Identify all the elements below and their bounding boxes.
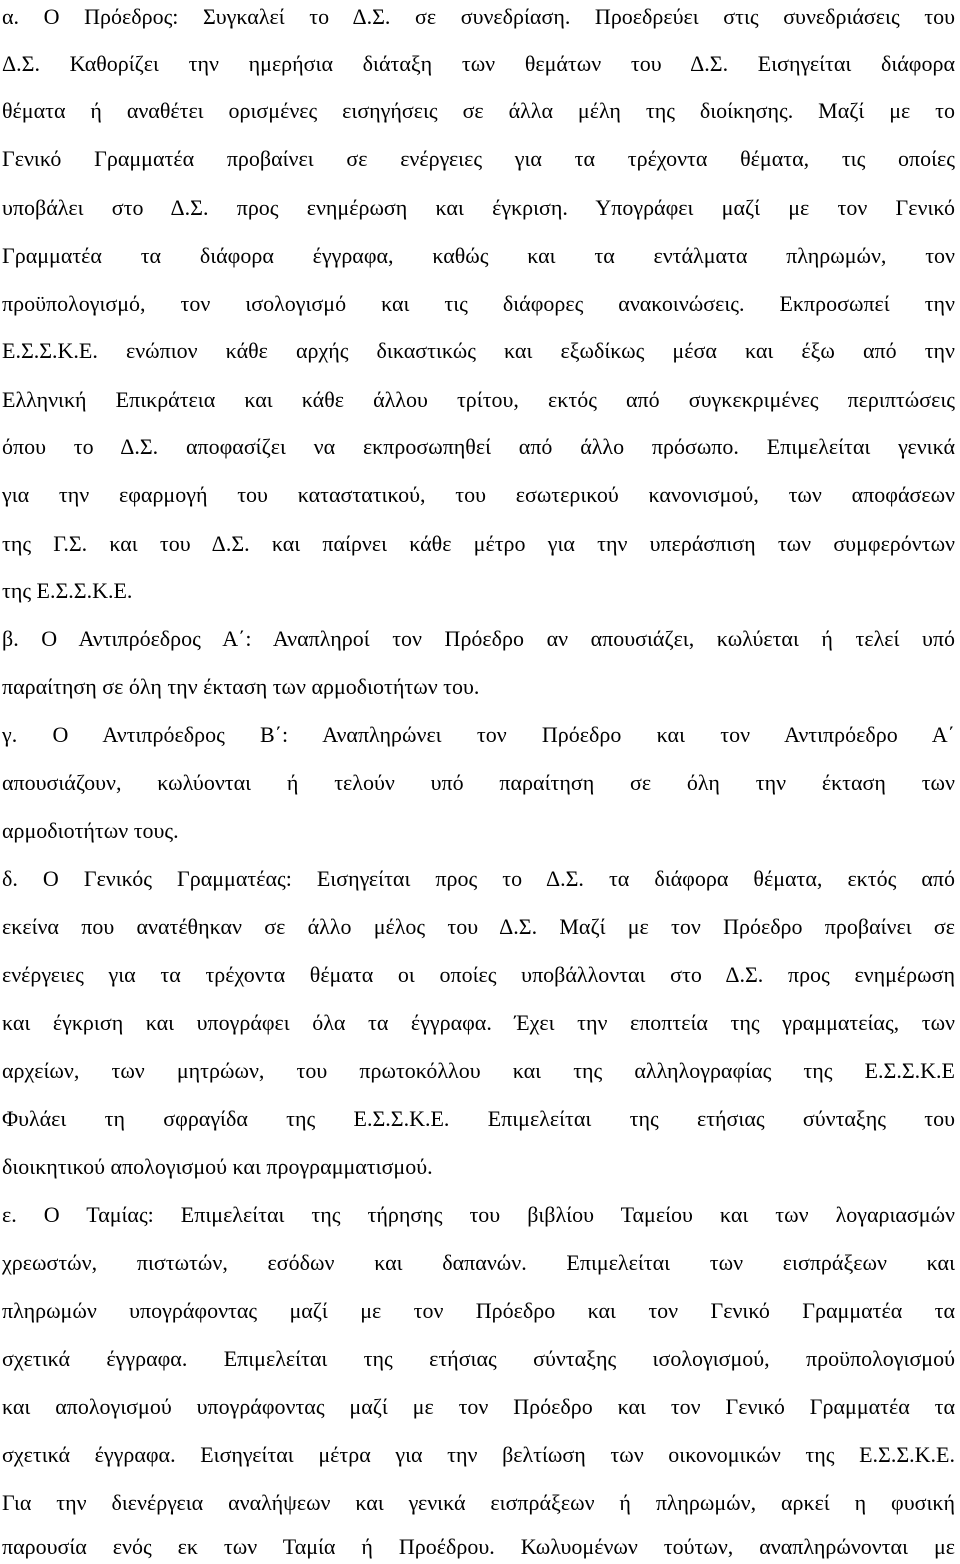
text-line: θέματα ή αναθέτει ορισμένες εισηγήσεις σε άλλα μέλη της διοίκησης. Μαζί με το	[2, 98, 955, 123]
text-line: προϋπολογισμό, τον ισολογισμό και τις διάφορες ανακοινώσεις. Εκπροσωπεί την	[2, 291, 955, 316]
text-line: της Ε.Σ.Σ.Κ.Ε.	[2, 578, 133, 603]
text-line: Για την διενέργεια αναλήψεων και γενικά εισπράξεων ή πληρωμών, αρκεί η φυσική	[2, 1490, 955, 1515]
text-line: για την εφαρμογή του καταστατικού, του εσωτερικού κανονισμού, των αποφάσεων	[2, 482, 955, 507]
text-line: πληρωμών υπογράφοντας μαζί με τον Πρόεδρο και τον Γενικό Γραμματέα τα	[2, 1298, 955, 1323]
text-line: και απολογισμού υπογράφοντας μαζί με τον Πρόεδρο και τον Γενικό Γραμματέα τα	[2, 1394, 955, 1419]
text-line: α. Ο Πρόεδρος: Συγκαλεί το Δ.Σ. σε συνεδρίαση. Προεδρεύει στις συνεδριάσεις του	[2, 4, 955, 29]
text-line: γ. Ο Αντιπρόεδρος Β΄: Αναπληρώνει τον Πρόεδρο και τον Αντιπρόεδρο Α΄	[2, 722, 955, 747]
text-line: Δ.Σ. Καθορίζει την ημερήσια διάταξη των θεμάτων του Δ.Σ. Εισηγείται διάφορα	[2, 51, 955, 76]
text-line: σχετικά έγγραφα. Εισηγείται μέτρα για την βελτίωση των οικονομικών της Ε.Σ.Σ.Κ.Ε.	[2, 1442, 955, 1467]
text-line: όπου το Δ.Σ. αποφασίζει να εκπροσωπηθεί από άλλο πρόσωπο. Επιμελείται γενικά	[2, 434, 955, 459]
text-line: διοικητικού απολογισμού και προγραμματισμού.	[2, 1154, 433, 1179]
text-line: υποβάλει στο Δ.Σ. προς ενημέρωση και έγκριση. Υπογράφει μαζί με τον Γενικό	[2, 195, 955, 220]
text-line: απουσιάζουν, κωλύονται ή τελούν υπό παραίτηση σε όλη την έκταση των	[2, 770, 955, 795]
text-line: παρουσία ενός εκ των Ταμία ή Προέδρου. Κωλυομένων τούτων, αναπληρώνονται με	[2, 1534, 955, 1559]
text-line: Φυλάει τη σφραγίδα της Ε.Σ.Σ.Κ.Ε. Επιμελείται της ετήσιας σύνταξης του	[2, 1106, 955, 1131]
text-line: παραίτηση σε όλη την έκταση των αρμοδιοτήτων του.	[2, 674, 480, 699]
text-line: β. Ο Αντιπρόεδρος Α΄: Αναπληροί τον Πρόεδρο αν απουσιάζει, κωλύεται ή τελεί υπό	[2, 626, 955, 651]
text-line: Ε.Σ.Σ.Κ.Ε. ενώπιον κάθε αρχής δικαστικώς και εξωδίκως μέσα και έξω από την	[2, 338, 955, 363]
text-line: χρεωστών, πιστωτών, εσόδων και δαπανών. Επιμελείται των εισπράξεων και	[2, 1250, 955, 1275]
text-line: σχετικά έγγραφα. Επιμελείται της ετήσιας σύνταξης ισολογισμού, προϋπολογισμού	[2, 1346, 955, 1371]
text-line: ε. Ο Ταμίας: Επιμελείται της τήρησης του βιβλίου Ταμείου και των λογαριασμών	[2, 1202, 955, 1227]
text-line: και έγκριση και υπογράφει όλα τα έγγραφα. Έχει την εποπτεία της γραμματείας, των	[2, 1010, 955, 1035]
text-line: Ελληνική Επικράτεια και κάθε άλλου τρίτου, εκτός από συγκεκριμένες περιπτώσεις	[2, 387, 955, 412]
text-line: αρχείων, των μητρώων, του πρωτοκόλλου και της αλληλογραφίας της Ε.Σ.Σ.Κ.Ε	[2, 1058, 955, 1083]
text-line: της Γ.Σ. και του Δ.Σ. και παίρνει κάθε μέτρο για την υπεράσπιση των συμφερόντων	[2, 531, 955, 556]
text-line: Γενικό Γραμματέα προβαίνει σε ενέργειες για τα τρέχοντα θέματα, τις οποίες	[2, 146, 955, 171]
text-line: εκείνα που ανατέθηκαν σε άλλο μέλος του Δ.Σ. Μαζί με τον Πρόεδρο προβαίνει σε	[2, 914, 955, 939]
text-line: ενέργειες για τα τρέχοντα θέματα οι οποίες υποβάλλονται στο Δ.Σ. προς ενημέρωση	[2, 962, 955, 987]
text-line: αρμοδιοτήτων τους.	[2, 818, 179, 843]
text-line: δ. Ο Γενικός Γραμματέας: Εισηγείται προς το Δ.Σ. τα διάφορα θέματα, εκτός από	[2, 866, 955, 891]
text-line: Γραμματέα τα διάφορα έγγραφα, καθώς και τα εντάλματα πληρωμών, τον	[2, 243, 955, 268]
